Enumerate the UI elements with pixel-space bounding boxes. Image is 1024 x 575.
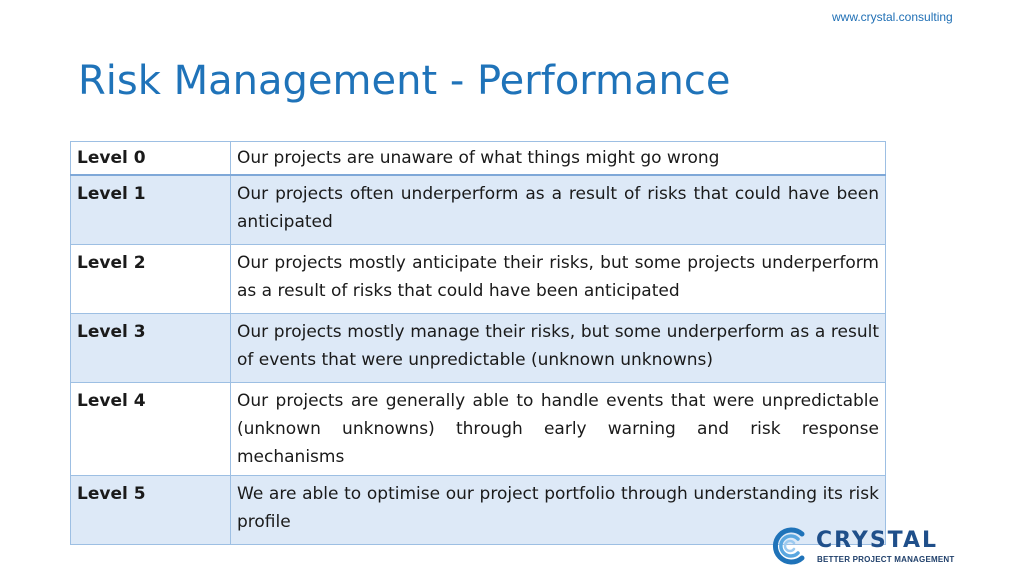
level-description: Our projects often underperform as a result of risks that could have been anticipated [231,175,886,245]
level-label: Level 3 [71,314,231,383]
level-label: Level 1 [71,175,231,245]
table-row [71,175,886,245]
table-row [71,383,886,476]
page-title: Risk Management - Performance [78,58,731,104]
table-row [71,245,886,314]
table-row [71,476,886,545]
level-label: Level 2 [71,245,231,314]
level-description: Our projects mostly manage their risks, but some underperform as a result of events that were unpredictable (unknown unknowns) [231,314,886,383]
table-row [71,314,886,383]
level-label: Level 5 [71,476,231,545]
crystal-logo-icon [768,524,812,568]
maturity-levels-table [70,141,886,545]
website-url[interactable]: www.crystal.consulting [832,10,953,24]
level-label: Level 0 [71,142,231,176]
logo-brand-text: CRYSTAL [816,528,939,553]
level-description: Our projects are unaware of what things might go wrong [231,142,886,176]
level-description: Our projects mostly anticipate their risks, but some projects underperform as a result of risks that could have been anticipated [231,245,886,314]
level-description: Our projects are generally able to handle events that were unpredictable (unknown unknowns) through early warning and risk response mechanisms [231,383,886,476]
level-label: Level 4 [71,383,231,476]
level-description: We are able to optimise our project portfolio through understanding its risk profile [231,476,886,545]
crystal-logo [768,524,958,570]
logo-tagline: BETTER PROJECT MANAGEMENT [817,555,955,564]
table-row [71,142,886,176]
